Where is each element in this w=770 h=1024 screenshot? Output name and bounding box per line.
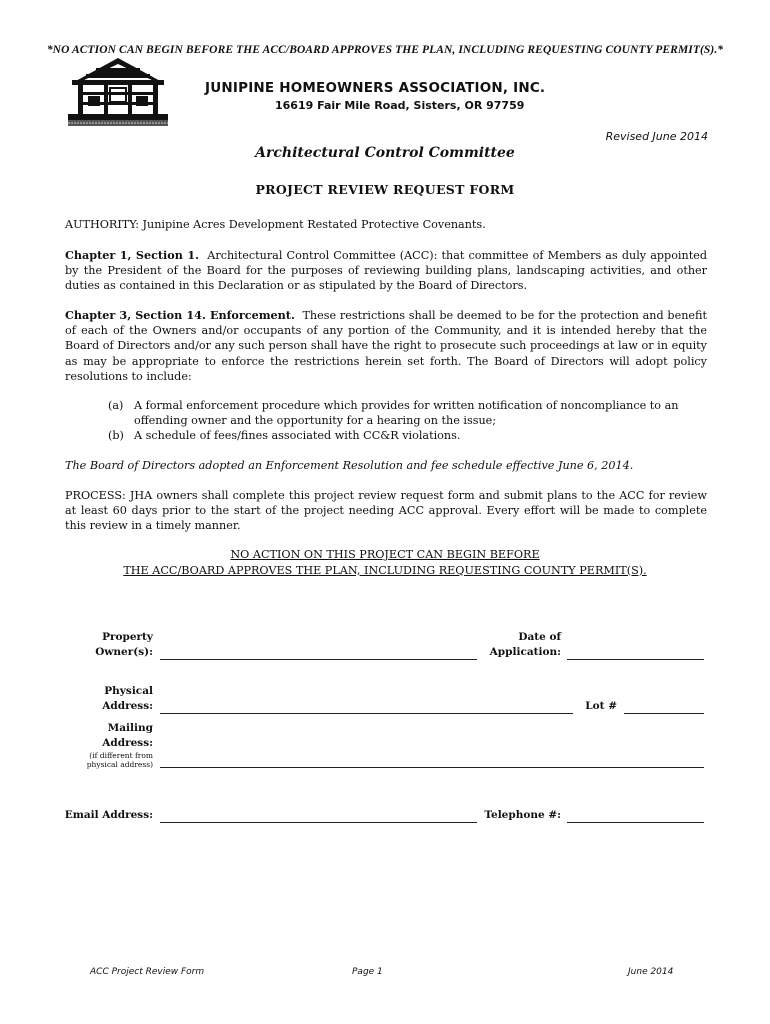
phone-field[interactable]: [567, 822, 704, 823]
email-field[interactable]: [160, 822, 477, 823]
authority-text: AUTHORITY: Junipine Acres Development Restated Protective Covenants.: [65, 218, 486, 231]
physical-address-label: Physical Address:: [102, 685, 153, 712]
committee-title: Architectural Control Committee: [255, 145, 515, 161]
mailing-address-label: Mailing Address:: [102, 722, 153, 749]
physical-address-field[interactable]: [160, 713, 573, 714]
list-item: (b) A schedule of fees/fines associated with CC&R violations.: [108, 429, 461, 443]
chapter1-heading: Chapter 1, Section 1.: [65, 248, 200, 262]
date-field[interactable]: [567, 659, 704, 660]
warning-notice: [0, 547, 770, 578]
policy-list: [108, 398, 708, 444]
list-item: (a) A formal enforcement procedure which provides for written notification of noncompliance to an offending owner and the opportunity for a hearing on the issue;: [108, 399, 679, 428]
chapter1-text: Architectural Control Committee (ACC): that committee of Members as duly appointed by the President of the Board for the purposes of reviewing building plans, landscaping activities, and other duties as contained in this Declaration or as stipulated by the Board of Directors.: [65, 249, 707, 293]
house-logo-icon: [66, 54, 170, 128]
phone-label: Telephone #:: [484, 809, 561, 821]
warning-line-1: NO ACTION ON THIS PROJECT CAN BEGIN BEFORE: [230, 548, 540, 561]
footer-left: ACC Project Review Form: [90, 967, 205, 977]
lot-field[interactable]: [624, 713, 704, 714]
top-notice: *NO ACTION CAN BEGIN BEFORE THE ACC/BOARD APPROVES THE PLAN, INCLUDING REQUESTING COUNTY PERMIT(S).*: [46, 44, 724, 56]
org-address: 16619 Fair Mile Road, Sisters, OR 97759: [275, 99, 525, 112]
owner-label: Property Owner(s):: [95, 631, 153, 658]
mailing-address-field[interactable]: [160, 767, 704, 768]
process-text: PROCESS: JHA owners shall complete this project review request form and submit plans to the ACC for review at least 60 days prior to the start of the project needing ACC approval. Every effort will be made to complete this review in a timely manner.: [65, 489, 707, 533]
owner-field[interactable]: [160, 659, 477, 660]
footer-right: June 2014: [628, 967, 674, 977]
org-name: JUNIPINE HOMEOWNERS ASSOCIATION, INC.: [205, 80, 546, 96]
warning-line-2: THE ACC/BOARD APPROVES THE PLAN, INCLUDING REQUESTING COUNTY PERMIT(S).: [123, 563, 647, 577]
email-label: Email Address:: [64, 809, 153, 821]
form-title: PROJECT REVIEW REQUEST FORM: [255, 182, 515, 197]
chapter3-text: These restrictions shall be deemed to be for the protection and benefit of each of the Owners and/or occupants of any portion of the Community, and it is intended hereby that the Board of Directors and/or any such person shall have the right to prosecute such proceedings at law or in equity as may be appropriate to enforce the restrictions herein set forth. The Board of Directors will adopt policy resolutions to include:: [65, 309, 707, 383]
lot-label: Lot #: [585, 700, 617, 712]
resolution-note: The Board of Directors adopted an Enforcement Resolution and fee schedule effective June 6, 2014.: [65, 459, 634, 472]
chapter1-paragraph: [65, 248, 707, 294]
chapter3-heading: Chapter 3, Section 14. Enforcement.: [65, 308, 295, 322]
date-label: Date of Application:: [489, 631, 561, 658]
chapter3-paragraph: [65, 308, 707, 384]
mailing-address-note: (if different from physical address): [86, 751, 153, 769]
page-number: Page 1: [352, 967, 383, 977]
revised-date: Revised June 2014: [605, 130, 708, 143]
